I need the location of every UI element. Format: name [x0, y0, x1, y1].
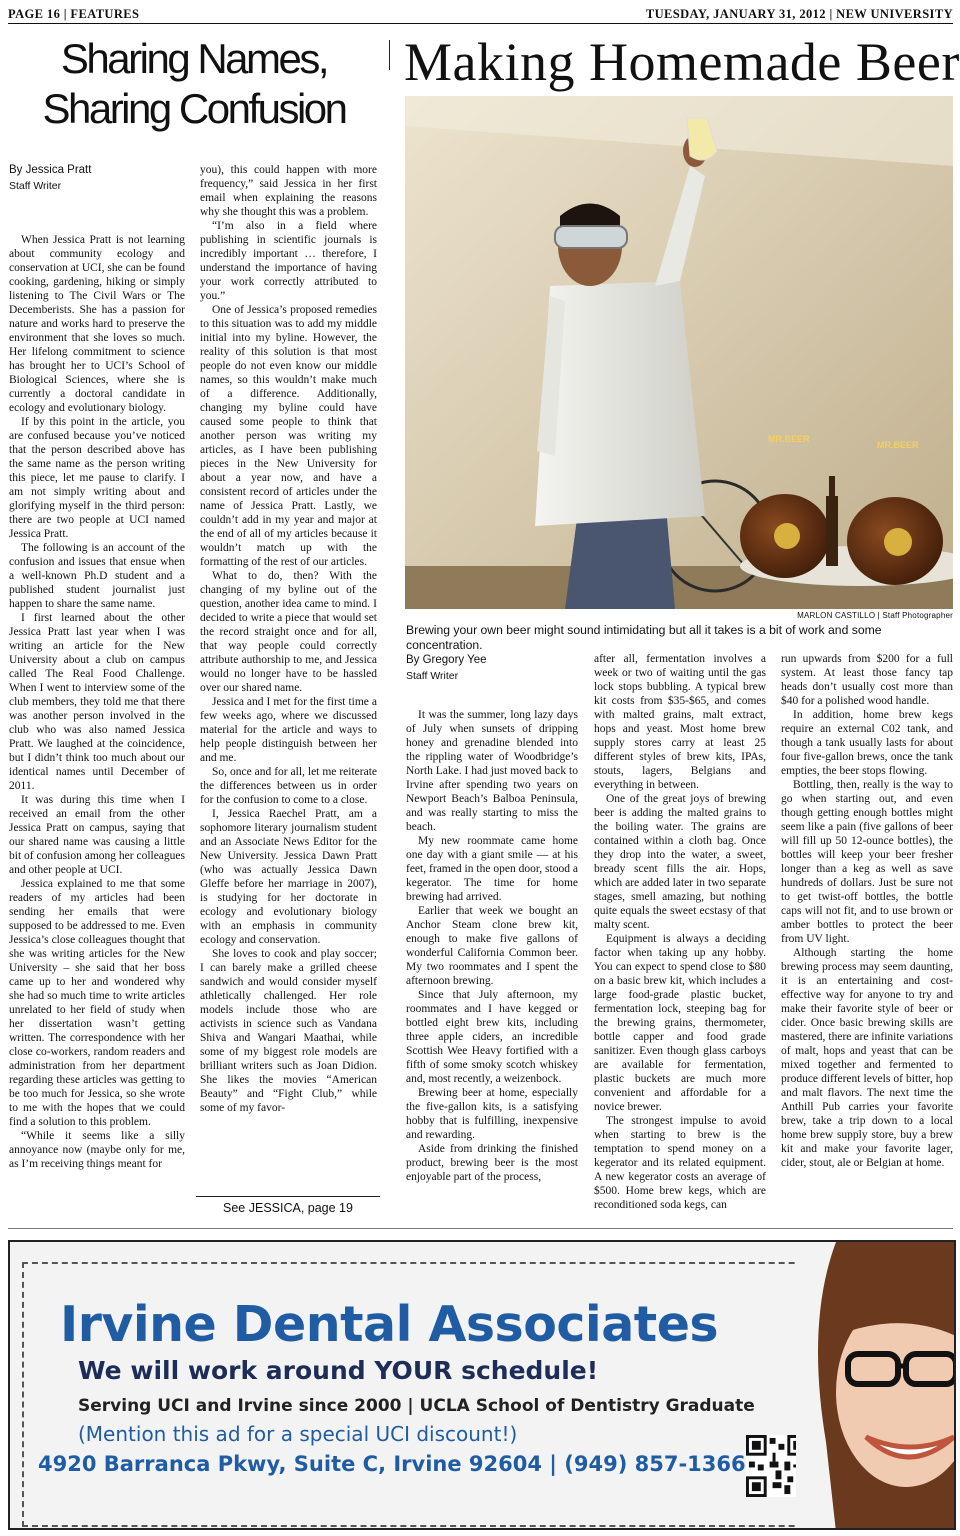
headline-divider [389, 40, 390, 70]
article-paragraph: What to do, then? With the changing of my byline out of the question, another idea came to mind. I decided to write a piece that would set the record straight once and for all, that way people could correctly attribute authorship to me, and Jessica would no longer have to be hassled over our shared name. [200, 570, 377, 694]
article-paragraph: Jessica and I met for the first time a few weeks ago, where we discussed material for the article and ways to help people distinguish between her and me. [200, 696, 377, 764]
photo-caption: Brewing your own beer might sound intimidating but all it takes is a bit of work and some concentration. [406, 623, 882, 652]
article-paragraph: Although starting the home brewing process may seem daunting, it is an entertaining and cost-effective way for anyone to try and make their favorite style of beer or cider. Once basic brewing skills are mastered, there are infinite variations of malt, hops and yeast that can be mixed together and fermented to produce different levels of bitter, hop and malt flavors. The next time the Anthill Pub carries your favorite brew, take a trip down to a local home brew supply store, buy a brew kit and make your favorite lager, cider, stout, ale or Belgian at home. [781, 947, 953, 1169]
right-byline [406, 652, 487, 684]
article-paragraph: When Jessica Pratt is not learning about community ecology and conservation at UCI, she can be found cooking, gardening, hiking or simply listening to The Civil Wars or The Decemberists. She has a passion for nature and works hard to preserve the environment that she loves so much. Her lifelong commitment to science has brought her to UCI’s School of Biological Sciences, where she is currently a doctoral candidate in ecology and evolutionary biology. [9, 234, 185, 414]
ad-discount-note: (Mention this ad for a special UCI discount!) [78, 1422, 518, 1446]
smiling-woman-photo [796, 1242, 956, 1530]
left-author-role: Staff Writer [9, 180, 62, 192]
article-paragraph: So, once and for all, let me reiterate the differences between us in order for the confusion to come to a close. [200, 766, 377, 806]
article-paragraph: you), this could happen with more frequency,” said Jessica in her first email when explaining the reasons why she thought this was a problem. [200, 164, 377, 218]
right-article-column-1 [406, 708, 578, 1213]
article-paragraph: The strongest impulse to avoid when starting to brew is the temptation to spend money on a kegerator and its related equipment. A new kegerator costs an average of $500. Home brew kegs, which are reconditioned soda kegs, can [594, 1115, 766, 1211]
article-paragraph: One of the great joys of brewing beer is adding the malted grains to the boiling water. The grains are contained within a cloth bag. Once they drop into the water, a sweet, bready scent fills the air. Hops, which are added later in two separate stages, smell amazing, but nothing quite equals the sweet ecstasy of that malty scent. [594, 793, 766, 931]
ad-serving: Serving UCI and Irvine since 2000 | UCLA School of Dentistry Graduate [78, 1396, 755, 1416]
article-paragraph: Since that July afternoon, my roommates and I have kegged or bottled eight brew kits, including three apple ciders, an incredible Scottish Wee Heavy fortified with a fifth of some smoky scotch whiskey and, most recently, a weizenbock. [406, 989, 578, 1085]
brewing-photo-illustration [405, 96, 953, 609]
article-paragraph: “I’m also in a field where publishing in scientific journals is incredibly important … therefore, I understand the importance of having your work correctly attributed to you.” [200, 220, 377, 302]
ad-tagline: We will work around YOUR schedule! [78, 1356, 599, 1385]
section-label: PAGE 16 | FEATURES [8, 7, 140, 21]
right-article-column-2 [594, 652, 766, 1213]
left-headline-line1: Sharing Names, [60, 35, 328, 82]
article-paragraph: I, Jessica Raechel Pratt, am a sophomore literary journalism student and an Associate News Editor for the New University. Jessica Dawn Pratt (who was actually Jessica Dawn Gleffe before her marriage in 2007), is studying for her doctorate in ecology and evolutionary biology with an emphasis in community ecology and conservation. [200, 808, 377, 946]
keg-label-left: MR.BEER [768, 434, 810, 444]
page-header [8, 6, 953, 24]
article-paragraph: “While it seems like a silly annoyance now (maybe only for me, as I’m receiving things meant for [9, 1130, 185, 1170]
right-author-role: Staff Writer [406, 670, 459, 682]
left-article-column-1 [9, 233, 185, 1213]
article-paragraph: In addition, home brew kegs require an external C02 tank, and though a tank usually lasts for about four five-gallon brews, once the tank empties, the beer stops flowing. [781, 709, 953, 777]
brewing-photo [405, 96, 953, 609]
article-paragraph: Earlier that week we bought an Anchor Steam clone brew kit, enough to make five gallons of wonderful California Common beer. My two roommates and I spent the afternoon brewing. [406, 905, 578, 987]
article-paragraph: after all, fermentation involves a week or two of waiting until the gas lock stops bubbling. A typical brew kit costs from $35-$65, and comes with malted grains, malt extract, hops and yeast. Most home brew supply stores carry at least 25 different styles of brew kits, IPAs, stouts, lagers, Belgians and everything in between. [594, 653, 766, 791]
article-paragraph: My new roommate came home one day with a giant smile — at his feet, framed in the open door, stood a kegerator. The time for home brewing had arrived. [406, 835, 578, 903]
continued-jump: See JESSICA, page 19 [196, 1196, 380, 1215]
footer-divider [8, 1228, 953, 1229]
article-paragraph: Equipment is always a deciding factor when taking up any hobby. You can expect to spend close to $80 on a basic brew kit, which includes a large food-grade plastic bucket, fermentation lock, steeping bag for the brewing grains, thermometer, bottle capper and food grade sanitizer. Even though glass carboys are available for fermentation, plastic buckets are much more convenient and affordable for a novice brewer. [594, 933, 766, 1113]
article-paragraph: Bottling, then, really is the way to go when starting out, and even though getting enough bottles might seem like a pain (five gallons of beer will fill up 50 12-ounce bottles), the bottles will keep your beer fresher longer than a keg as well as save hundreds of dollars. Just be sure not to get twist-off bottles, the bottle caps will not fit, and to use brown or amber bottles to protect the beer from UV light. [781, 779, 953, 945]
article-paragraph: It was the summer, long lazy days of July when sunsets of dripping honey and grenadine blended into the rippling water of Woodbridge’s North Lake. I had just moved back to Irvine after spending two years on Newport Beach’s Balboa Peninsula, and was really starting to miss the beach. [406, 709, 578, 833]
article-paragraph: Jessica explained to me that some readers of my articles had been sending her emails that were supposed to be addressed to me. Even Jessica’s close colleagues thought that she was writing articles for the New University – she said that her boss came up to her and wondered why she had so much time to write articles unrelated to her field of study when her dissertation wasn’t getting written. The correspondence with her close co-workers, random readers and administration from her department regarding these articles was getting to be too much for Jessica, so she wrote to me with the hopes that we could find a solution to this problem. [9, 878, 185, 1128]
left-author: By Jessica Pratt [9, 164, 92, 176]
dental-advertisement[interactable] [8, 1240, 956, 1530]
article-paragraph: Aside from drinking the finished product, brewing beer is the most enjoyable part of the process, [406, 1143, 578, 1183]
left-headline-line2: Sharing Confusion [42, 85, 346, 132]
right-article-column-3 [781, 652, 953, 1213]
article-paragraph: Brewing beer at home, especially the five-gallon kits, is a satisfying hobby that is fulfilling, inexpensive and rewarding. [406, 1087, 578, 1141]
keg-label-right: MR.BEER [877, 440, 919, 450]
article-paragraph: One of Jessica’s proposed remedies to this situation was to add my middle initial into my byline. However, the reality of this solution is that most people do not even know our middle names, so this wouldn’t make much of a difference. Additionally, changing my byline could have caused some people to think that another person was writing my articles, as I have been publishing pieces in the New University for about a year now, and have a consistent record of articles under the name of Jessica Pratt. Lastly, we couldn’t add in my year and major at the end of all of my articles because it wouldn’t match up with the formatting of the rest of our articles. [200, 304, 377, 568]
photo-credit: MARLON CASTILLO | Staff Photographer [797, 611, 953, 620]
article-paragraph: The following is an account of the confusion and issues that ensue when a well-known Ph.D student and a published student journalist just happen to share the same name. [9, 542, 185, 610]
left-headline [8, 34, 380, 134]
ad-title: Irvine Dental Associates [60, 1296, 719, 1353]
right-author: By Gregory Yee [406, 654, 487, 666]
article-paragraph: run upwards from $200 for a full system. At least those fancy tap heads don’t usually cost more than $40 for a polished wood handle. [781, 653, 953, 707]
article-paragraph: I first learned about the other Jessica Pratt last year when I was writing an article for the New University about a club on campus called The Real Food Challenge. When I went to interview some of the club members, they told me that there was another person involved in the club who was also named Jessica Pratt. We laughed at the coincidence, but I didn’t think too much about our identical names until December of 2011. [9, 612, 185, 792]
left-byline [9, 162, 91, 194]
ad-address-phone: 4920 Barranca Pkwy, Suite C, Irvine 92604 | (949) 857-1366 [38, 1452, 746, 1476]
issue-date: TUESDAY, JANUARY 31, 2012 | NEW UNIVERSITY [645, 7, 953, 21]
article-paragraph: If by this point in the article, you are confused because you’ve noticed that the person described above has the same name as the person writing this piece, let me pause to clarify. I am not simply writing about and glorifying myself in the third person: there are two people at UCI named Jessica Pratt. [9, 416, 185, 540]
left-article-column-2 [200, 163, 377, 1185]
article-paragraph: She loves to cook and play soccer; I can barely make a grilled cheese sandwich and would consider myself athletically challenged. Her role models include those who are activists in science such as Vandana Shiva and Wangari Maathai, while some of my biggest role models are brilliant writers such as Joan Didion. She likes the movies “American Beauty” and “Fight Club,” while some of my favor- [200, 948, 377, 1114]
right-headline: Making Homemade Beer [404, 32, 960, 92]
article-paragraph: It was during this time when I received an email from the other Jessica Pratt on campus, saying that our shared name was causing a little bit of confusion among her colleagues and other people at UCI. [9, 794, 185, 876]
